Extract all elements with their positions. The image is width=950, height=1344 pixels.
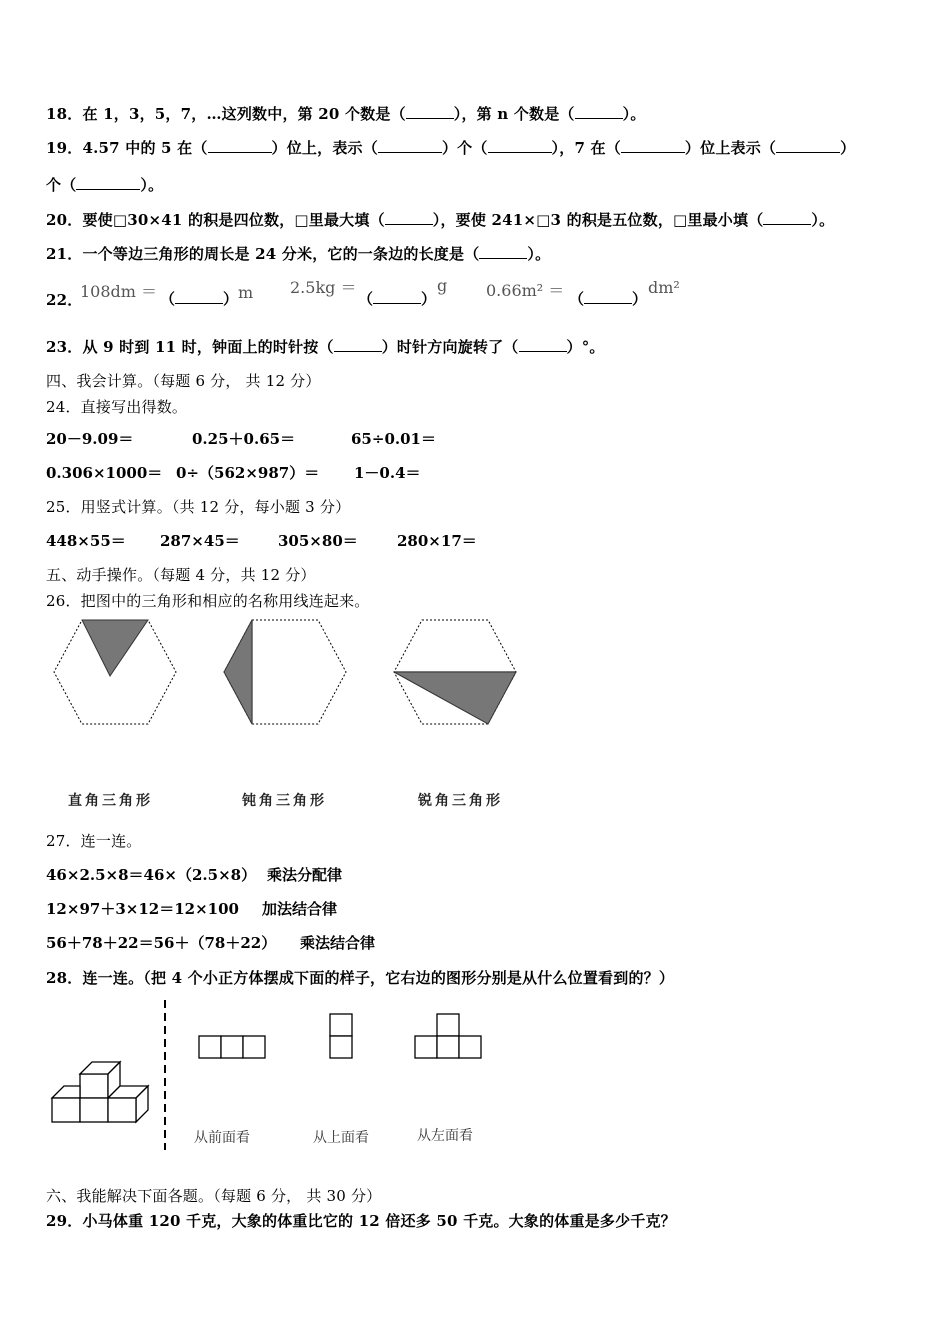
q20-text-a: 要使□30×41 的积是四位数，□里最大填（ <box>82 211 385 229</box>
q22-expr-2: 2.5kg ＝ <box>290 278 357 297</box>
q25-item: 280×17＝ <box>397 532 477 550</box>
q27-right-item[interactable]: 加法结合律 <box>262 900 338 918</box>
q27-right-item[interactable]: 乘法分配律 <box>267 866 343 884</box>
q22-blank-1: （ ） <box>160 290 239 308</box>
answer-blank[interactable] <box>334 339 382 352</box>
top-view-figure[interactable] <box>329 1013 353 1059</box>
question-29: 29．小马体重 120 千克，大象的体重比它的 12 倍还多 50 千克。大象的体重是多少千克？ <box>46 1212 676 1230</box>
caption-obtuse-triangle[interactable]: 钝角三角形 <box>242 793 327 809</box>
front-view-figure[interactable] <box>198 1035 266 1059</box>
q19-text-e: ）位上表示（ <box>684 139 777 157</box>
q22-blank-2: （ ） <box>358 290 437 308</box>
answer-blank[interactable] <box>776 140 840 153</box>
q22-unit-3: dm² <box>648 278 680 297</box>
shaded-triangle[interactable] <box>224 620 252 724</box>
view-caption-left[interactable]: 从左面看 <box>417 1128 473 1144</box>
q27-left-item[interactable]: 12×97＋3×12＝12×100 <box>46 900 239 918</box>
answer-blank[interactable] <box>479 246 527 259</box>
q25-item: 305×80＝ <box>278 532 358 550</box>
q28-title: 28．连一连。（把 4 个小正方体摆成下面的样子，它右边的图形分别是从什么位置看到的？） <box>46 969 675 987</box>
q20-text-c: ）。 <box>811 211 835 229</box>
q18-text-a: 在 1，3，5，7，…这列数中，第 20 个数是（ <box>82 105 406 123</box>
q23-text-b: ）时针方向旋转了（ <box>381 338 519 356</box>
q19-text-a: 4.57 中的 5 在（ <box>82 139 208 157</box>
hexagon-figure-1 <box>50 618 180 728</box>
answer-blank[interactable] <box>488 140 552 153</box>
q22-unit-2: g <box>437 276 448 295</box>
q24-item: 0.306×1000＝ <box>46 464 163 482</box>
shaded-triangle[interactable] <box>394 672 516 724</box>
section-4-heading: 四、我会计算。（每题 6 分， 共 12 分） <box>46 372 321 390</box>
q24-item: 0.25＋0.65＝ <box>192 430 296 448</box>
q22-number: 22． <box>46 291 83 309</box>
answer-blank[interactable] <box>763 212 811 225</box>
q20-text-b: ），要使 241×□3 的积是五位数，□里最小填（ <box>432 211 764 229</box>
answer-blank[interactable] <box>584 291 632 304</box>
dashed-divider <box>162 1000 168 1150</box>
q22-blank-3: （ ） <box>569 290 648 308</box>
left-view-figure[interactable] <box>414 1013 482 1059</box>
question-19 <box>46 137 855 158</box>
q23-text-c: ）°。 <box>566 338 605 356</box>
q24-item: 20－9.09＝ <box>46 430 134 448</box>
q21-text-b: ）。 <box>527 245 551 263</box>
question-21 <box>46 243 550 264</box>
q18-text-c: ）。 <box>622 105 646 123</box>
view-caption-front[interactable]: 从前面看 <box>194 1130 250 1146</box>
q19-text-c: ）个（ <box>441 139 488 157</box>
q24-item: 0÷（562×987）＝ <box>176 464 320 482</box>
question-18 <box>46 103 646 124</box>
q19-number: 19． <box>46 139 83 157</box>
q22-expr-3: 0.66m² ＝ <box>486 281 565 300</box>
q25-title: 25．用竖式计算。（共 12 分，每小题 3 分） <box>46 498 351 516</box>
caption-acute-triangle[interactable]: 锐角三角形 <box>418 793 503 809</box>
q25-item: 287×45＝ <box>160 532 240 550</box>
q23-number: 23． <box>46 338 83 356</box>
q21-number: 21． <box>46 245 83 263</box>
q27-right-item[interactable]: 乘法结合律 <box>300 934 376 952</box>
q27-left-item[interactable]: 56＋78＋22＝56＋（78＋22） <box>46 934 277 952</box>
cube-stack-figure <box>50 1052 154 1132</box>
answer-blank[interactable] <box>175 291 223 304</box>
answer-blank[interactable] <box>373 291 421 304</box>
section-6-heading: 六、我能解决下面各题。（每题 6 分， 共 30 分） <box>46 1187 382 1205</box>
answer-blank[interactable] <box>378 140 442 153</box>
q18-text-b: ），第 n 个数是（ <box>453 105 575 123</box>
q26-title: 26．把图中的三角形和相应的名称用线连起来。 <box>46 592 370 610</box>
q23-text-a: 从 9 时到 11 时，钟面上的时针按（ <box>82 338 334 356</box>
q19-line2-b: ）。 <box>140 176 164 194</box>
question-19-line2 <box>46 174 163 195</box>
caption-right-triangle[interactable]: 直角三角形 <box>68 793 153 809</box>
q21-text-a: 一个等边三角形的周长是 24 分米，它的一条边的长度是（ <box>82 245 480 263</box>
answer-blank[interactable] <box>385 212 433 225</box>
question-23 <box>46 336 605 357</box>
q27-left-item[interactable]: 46×2.5×8＝46×（2.5×8） <box>46 866 257 884</box>
q24-title: 24．直接写出得数。 <box>46 398 188 416</box>
hexagon-figure-3 <box>390 618 520 728</box>
q22-expr-1: 108dm ＝ <box>80 282 158 301</box>
hexagon-figure-2 <box>220 618 350 728</box>
q22-unit-1: m <box>238 283 254 302</box>
q19-text-f: ） <box>840 139 856 157</box>
q24-item: 1－0.4＝ <box>354 464 421 482</box>
q20-number: 20． <box>46 211 83 229</box>
answer-blank[interactable] <box>621 140 685 153</box>
q19-text-b: ）位上，表示（ <box>271 139 378 157</box>
q18-number: 18． <box>46 105 83 123</box>
shaded-triangle[interactable] <box>82 620 148 676</box>
answer-blank[interactable] <box>575 106 623 119</box>
answer-blank[interactable] <box>76 177 140 190</box>
section-5-heading: 五、动手操作。（每题 4 分，共 12 分） <box>46 566 316 584</box>
q27-title: 27．连一连。 <box>46 832 142 850</box>
q19-text-d: ），7 在（ <box>551 139 621 157</box>
q24-item: 65÷0.01＝ <box>351 430 436 448</box>
answer-blank[interactable] <box>406 106 454 119</box>
q25-item: 448×55＝ <box>46 532 126 550</box>
answer-blank[interactable] <box>208 140 272 153</box>
view-caption-top[interactable]: 从上面看 <box>313 1130 369 1146</box>
q19-line2-a: 个（ <box>46 176 77 194</box>
question-20 <box>46 209 834 230</box>
answer-blank[interactable] <box>519 339 567 352</box>
